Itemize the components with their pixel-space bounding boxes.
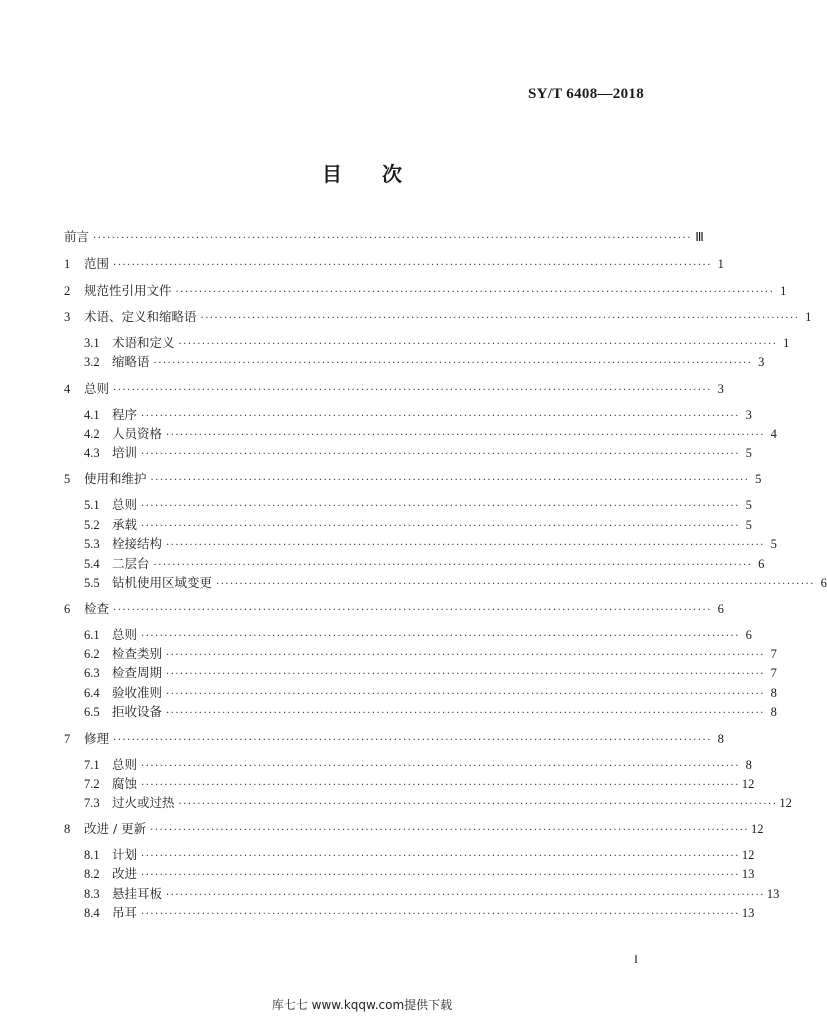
toc-text: 过火或过热	[112, 795, 175, 810]
toc-text: 检查类别	[112, 646, 163, 661]
toc-entry-5-2[interactable]	[84, 516, 752, 534]
toc-entry-7-2[interactable]	[84, 775, 755, 793]
toc-number: 5.1	[84, 498, 100, 512]
toc-text: 二层台	[112, 556, 150, 571]
toc-entry-1[interactable]	[64, 255, 724, 273]
toc-entry-4[interactable]	[64, 380, 724, 398]
toc-number: 8.1	[84, 848, 100, 862]
toc-entry-8-4[interactable]	[84, 904, 755, 922]
toc-entry-3-2[interactable]	[84, 353, 765, 371]
toc-leader: ································································································································	[113, 260, 712, 271]
toc-number: 8.4	[84, 906, 100, 920]
toc-number: 6.2	[84, 647, 100, 661]
toc-text: 承载	[112, 517, 138, 532]
toc-entry-5-4[interactable]	[84, 555, 765, 573]
toc-page: 6	[717, 602, 724, 616]
toc-leader: ································································································································	[141, 870, 740, 881]
toc-text: 检查	[84, 601, 110, 616]
toc-page: 5	[745, 498, 752, 512]
toc-page: 12	[779, 796, 792, 810]
toc-page: 4	[770, 427, 777, 441]
toc-page: 7	[770, 647, 777, 661]
toc-text: 缩略语	[112, 354, 150, 369]
toc-number: 3.2	[84, 355, 100, 369]
toc-text: 改进	[112, 866, 138, 881]
toc-entry-6-3[interactable]	[84, 664, 777, 682]
toc-entry-7[interactable]	[64, 730, 724, 748]
toc-text: 术语和定义	[112, 335, 175, 350]
toc-page: 12	[741, 848, 755, 862]
toc-entry-6-5[interactable]	[84, 703, 777, 721]
toc-leader: ································································································································	[93, 233, 692, 244]
toc-entry-6-4[interactable]	[84, 684, 777, 702]
toc-leader: ································································································································	[141, 411, 740, 422]
toc-text: 悬挂耳板	[112, 886, 163, 901]
toc-text: 总则	[84, 381, 110, 396]
toc-page: 5	[745, 518, 752, 532]
toc-text: 拒收设备	[112, 704, 163, 719]
toc-entry-7-1[interactable]	[84, 756, 752, 774]
toc-number: 4.3	[84, 446, 100, 460]
toc-page: 1	[717, 257, 724, 271]
toc-leader: ································································································································	[200, 313, 800, 324]
toc-number: 3	[64, 310, 71, 324]
toc-number: 6.5	[84, 705, 100, 719]
toc-leader: ································································································································	[153, 560, 753, 571]
toc-number: 8.3	[84, 887, 100, 901]
toc-number: 5.3	[84, 537, 100, 551]
toc-leader: ································································································································	[150, 475, 750, 486]
toc-text: 范围	[84, 256, 110, 271]
title-char-2: 次	[382, 162, 402, 186]
toc-text: 腐蚀	[112, 776, 138, 791]
toc-text: 验收准则	[112, 685, 163, 700]
toc-number: 4.2	[84, 427, 100, 441]
toc-text: 规范性引用文件	[84, 283, 172, 298]
toc-text: 使用和维护	[84, 471, 147, 486]
toc-entry-3[interactable]	[64, 308, 812, 326]
page-number: I	[634, 952, 638, 966]
toc-page: 5	[770, 537, 777, 551]
toc-text: 检查周期	[112, 665, 163, 680]
toc-text: 修理	[84, 731, 110, 746]
toc-page: 12	[751, 822, 764, 836]
toc-text: 培训	[112, 445, 138, 460]
toc-number: 7.2	[84, 777, 100, 791]
toc-number: 8.2	[84, 867, 100, 881]
toc-entry-5[interactable]	[64, 470, 762, 488]
toc-leader: ································································································································	[166, 540, 765, 551]
toc-number: 5.5	[84, 576, 100, 590]
toc-leader: ································································································································	[178, 799, 778, 810]
toc-leader: ································································································································	[166, 650, 765, 661]
toc-leader: ································································································································	[113, 385, 712, 396]
toc-page: 8	[770, 705, 777, 719]
toc-entry-4-1[interactable]	[84, 406, 752, 424]
toc-leader: ································································································································	[150, 825, 750, 836]
toc-leader: ································································································································	[178, 339, 778, 350]
toc-entry-foreword[interactable]	[64, 228, 704, 246]
toc-page: 1	[783, 336, 790, 350]
toc-leader: ································································································································	[175, 287, 775, 298]
page-title	[0, 158, 724, 187]
toc-page: 3	[758, 355, 765, 369]
toc-text: 计划	[112, 847, 138, 862]
toc-leader: ································································································································	[216, 579, 815, 590]
download-source-note: 库七七 www.kqqw.com提供下载	[271, 998, 453, 1012]
toc-entry-8-2[interactable]	[84, 865, 755, 883]
toc-leader: ································································································································	[166, 430, 765, 441]
toc-leader: ································································································································	[141, 851, 740, 862]
toc-page: 1	[805, 310, 812, 324]
toc-page: 8	[717, 732, 724, 746]
toc-number: 5.2	[84, 518, 100, 532]
toc-entry-4-3[interactable]	[84, 444, 752, 462]
toc-leader: ································································································································	[141, 909, 740, 920]
toc-entry-5-3[interactable]	[84, 535, 777, 553]
toc-leader: ································································································································	[153, 358, 753, 369]
toc-page: 6	[745, 628, 752, 642]
toc-entry-5-5[interactable]	[84, 574, 827, 592]
toc-leader: ································································································································	[166, 890, 765, 901]
toc-text: 人员资格	[112, 426, 163, 441]
toc-number: 7.1	[84, 758, 100, 772]
toc-entry-8-1[interactable]	[84, 846, 755, 864]
toc-text: 钻机使用区域变更	[112, 575, 213, 590]
toc-leader: ································································································································	[166, 708, 765, 719]
toc-leader: ································································································································	[166, 689, 765, 700]
toc-text: 改进 / 更新	[84, 821, 147, 836]
toc-text: 栓接结构	[112, 536, 163, 551]
toc-number: 6.3	[84, 666, 100, 680]
toc-text: 总则	[112, 627, 138, 642]
toc-number: 6.1	[84, 628, 100, 642]
toc-entry-6-1[interactable]	[84, 626, 752, 644]
toc-page: 6	[758, 557, 765, 571]
toc-leader: ································································································································	[141, 449, 740, 460]
toc-entry-8[interactable]	[64, 820, 764, 838]
toc-page: 3	[717, 382, 724, 396]
toc-number: 3.1	[84, 336, 100, 350]
toc-entry-6[interactable]	[64, 600, 724, 618]
toc-number: 1	[64, 257, 71, 271]
toc-page: 7	[770, 666, 777, 680]
toc-number: 4	[64, 382, 71, 396]
toc-entry-8-3[interactable]	[84, 885, 780, 903]
toc-leader: ································································································································	[113, 735, 712, 746]
toc-text: 总则	[112, 497, 138, 512]
toc-page: 3	[745, 408, 752, 422]
toc-number: 4.1	[84, 408, 100, 422]
toc-number: 5	[64, 472, 71, 486]
toc-page: Ⅲ	[695, 230, 704, 244]
toc-leader: ································································································································	[141, 631, 740, 642]
toc-page: 13	[766, 887, 780, 901]
toc-text: 术语、定义和缩略语	[84, 309, 197, 324]
toc-number: 8	[64, 822, 71, 836]
toc-leader: ································································································································	[141, 501, 740, 512]
toc-text: 程序	[112, 407, 138, 422]
toc-page: 6	[820, 576, 827, 590]
toc-page: 13	[741, 906, 755, 920]
toc-text: 总则	[112, 757, 138, 772]
toc-entry-2[interactable]	[64, 282, 787, 300]
toc-leader: ································································································································	[113, 605, 712, 616]
toc-entry-4-2[interactable]	[84, 425, 777, 443]
toc-page: 13	[741, 867, 755, 881]
standard-code: SY/T 6408—2018	[527, 86, 644, 102]
toc-number: 2	[64, 284, 71, 298]
toc-leader: ································································································································	[141, 761, 740, 772]
toc-number: 7.3	[84, 796, 100, 810]
title-char-1: 目	[322, 162, 342, 186]
toc-page: 5	[755, 472, 762, 486]
toc-page: 12	[741, 777, 755, 791]
toc-text: 前言	[64, 229, 90, 244]
toc-page: 5	[745, 446, 752, 460]
toc-entry-3-1[interactable]	[84, 334, 790, 352]
toc-leader: ································································································································	[166, 669, 765, 680]
toc-text: 吊耳	[112, 905, 138, 920]
toc-number: 6.4	[84, 686, 100, 700]
toc-number: 6	[64, 602, 71, 616]
toc-leader: ································································································································	[141, 780, 740, 791]
toc-page: 8	[745, 758, 752, 772]
toc-number: 7	[64, 732, 71, 746]
toc-entry-5-1[interactable]	[84, 496, 752, 514]
toc-entry-6-2[interactable]	[84, 645, 777, 663]
toc-number: 5.4	[84, 557, 100, 571]
toc-leader: ································································································································	[141, 521, 740, 532]
toc-page: 1	[780, 284, 787, 298]
toc-page: 8	[770, 686, 777, 700]
toc-entry-7-3[interactable]	[84, 794, 792, 812]
